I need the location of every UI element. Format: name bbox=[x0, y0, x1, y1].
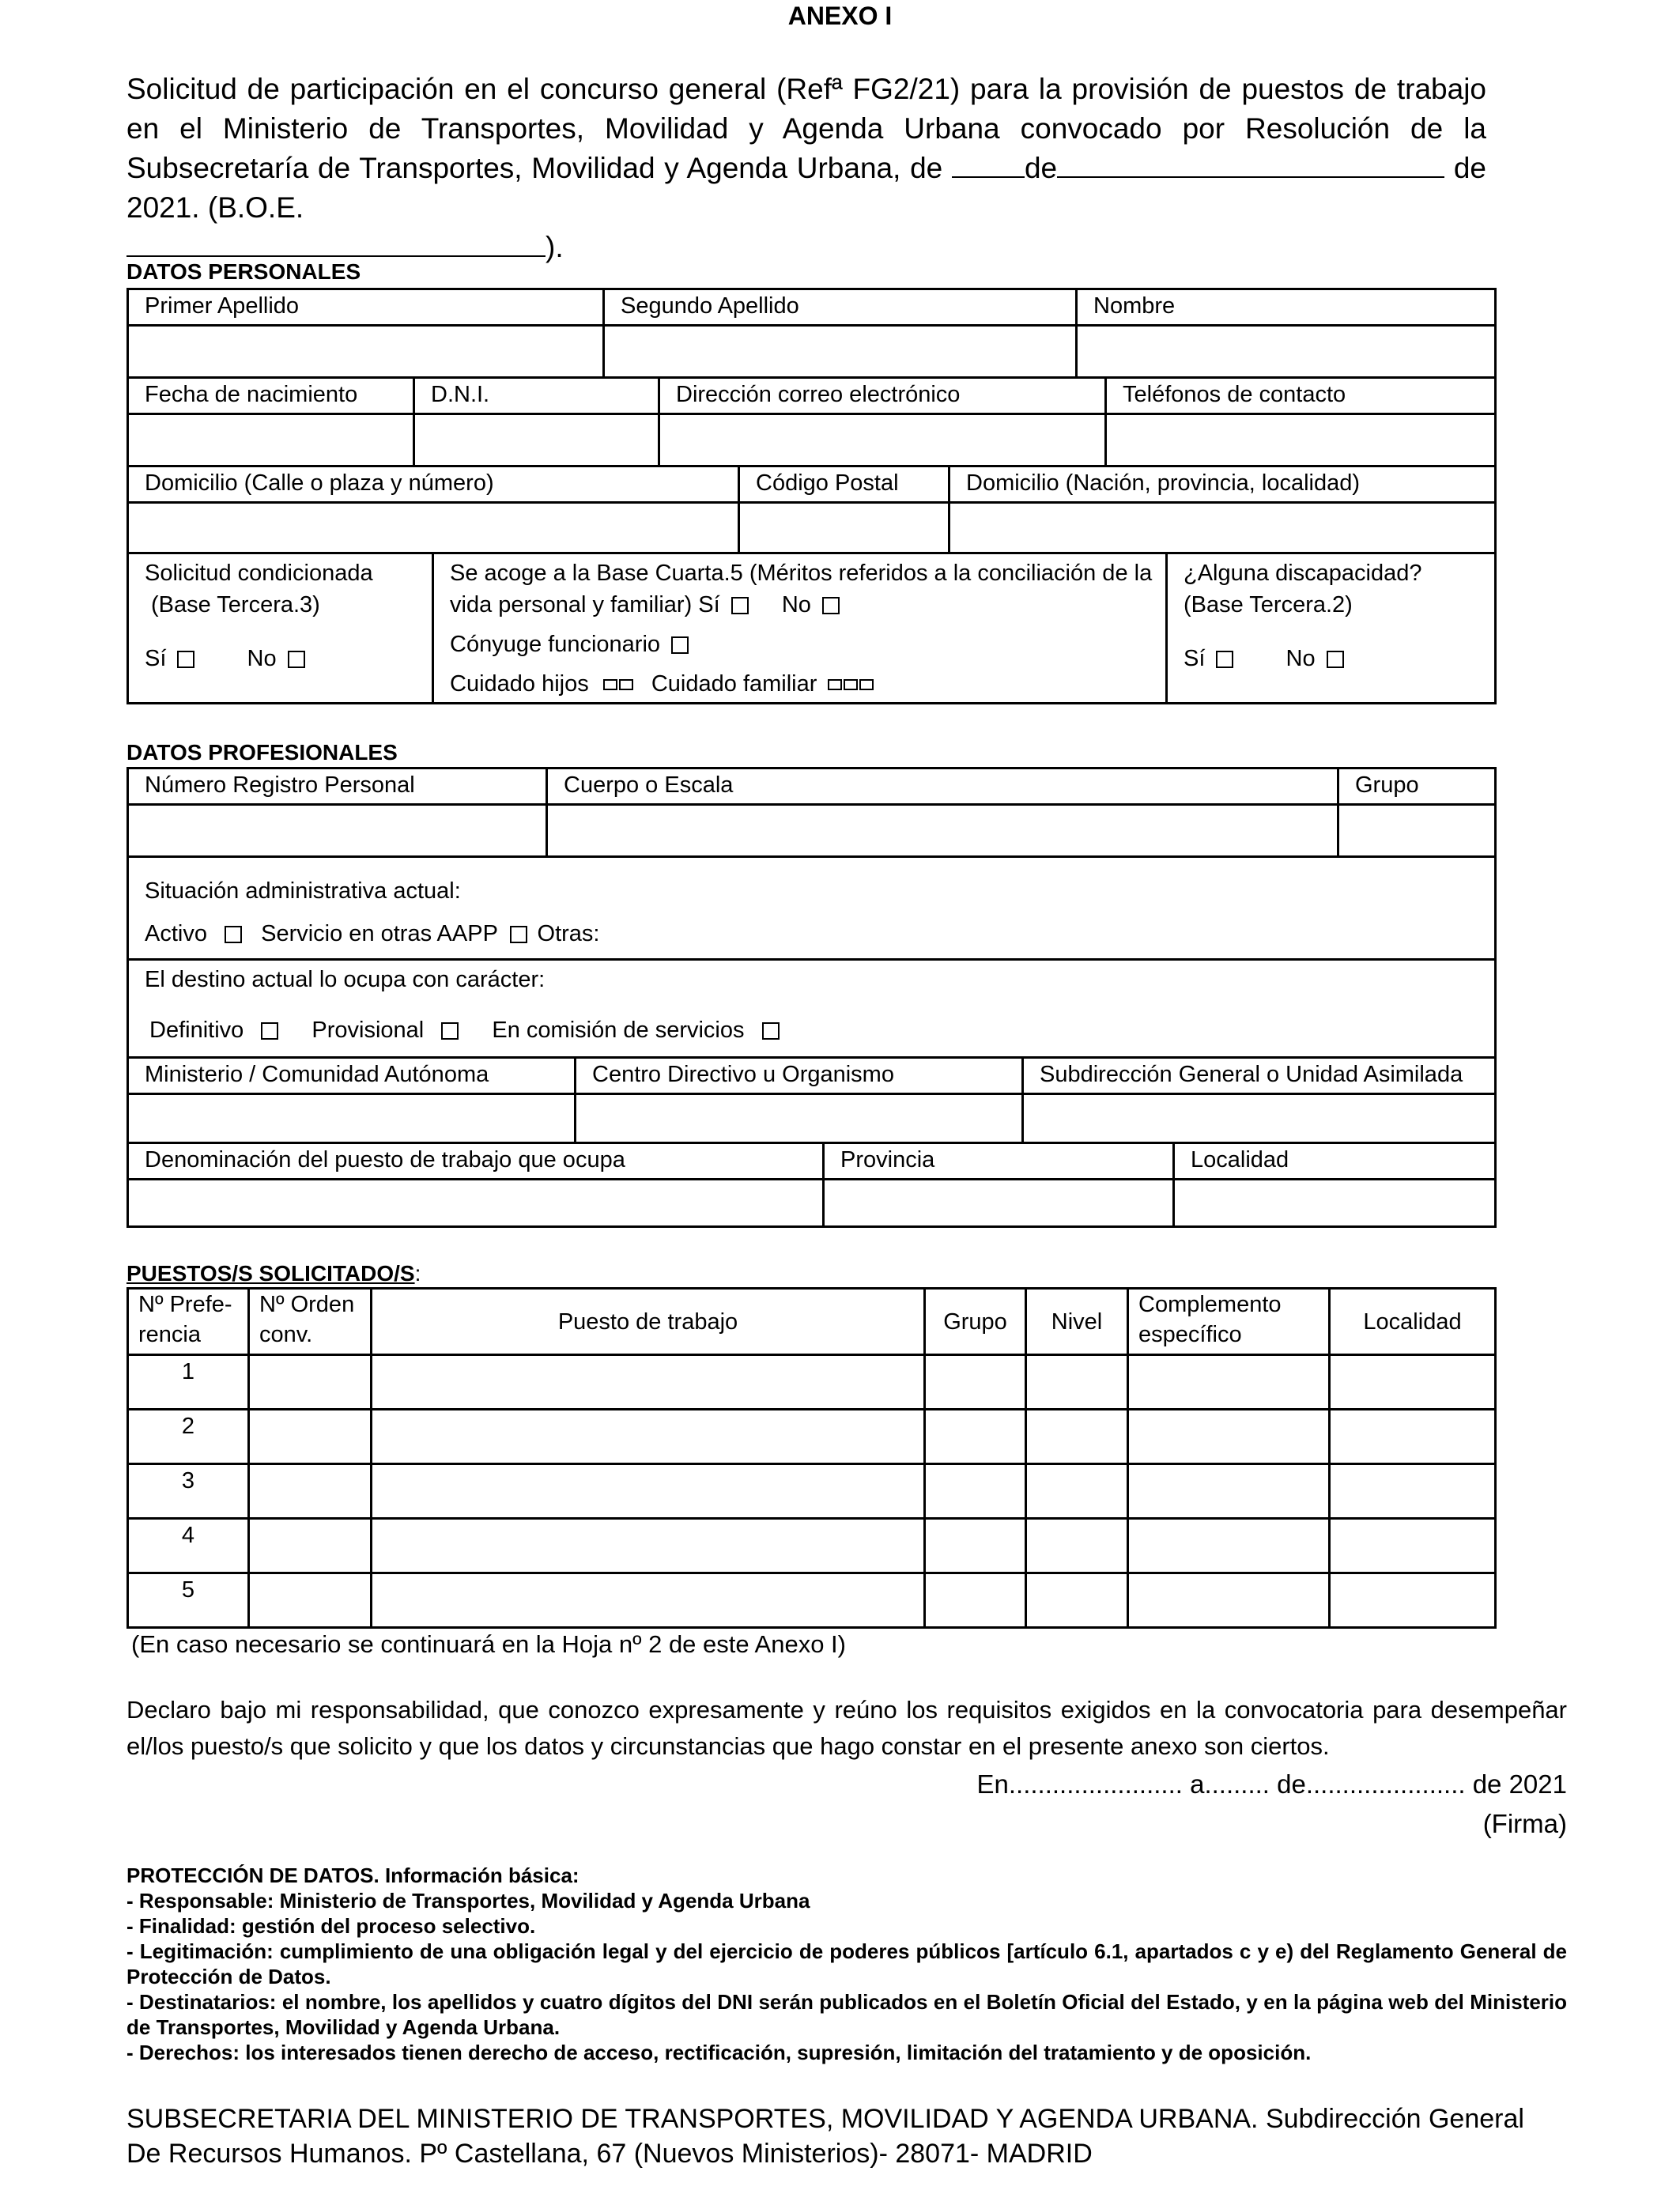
destino-cell bbox=[128, 960, 1496, 1058]
label-domicilio-nacion: Domicilio (Nación, provincia, localidad) bbox=[949, 466, 1496, 503]
condicionada-cell bbox=[128, 553, 433, 704]
label-discapacidad: ¿Alguna discapacidad? bbox=[1184, 561, 1422, 586]
primer-apellido-field[interactable] bbox=[128, 326, 604, 378]
row-number: 4 bbox=[128, 1519, 249, 1573]
label-base-tercera-2: (Base Tercera.2) bbox=[1184, 592, 1353, 617]
label-domicilio-calle: Domicilio (Calle o plaza y número) bbox=[128, 466, 739, 503]
activo-checkbox[interactable] bbox=[225, 926, 242, 943]
declaracion-firma: (Firma) bbox=[1482, 1809, 1567, 1838]
declaracion-block bbox=[126, 1692, 1567, 1844]
base-cuarta-cell bbox=[433, 553, 1167, 704]
denominacion-field[interactable] bbox=[128, 1180, 824, 1227]
provisional-checkbox[interactable] bbox=[441, 1022, 459, 1040]
discapacidad-si-checkbox[interactable] bbox=[1216, 651, 1233, 668]
label-condicionada: Solicitud condicionada bbox=[145, 561, 373, 586]
label-definitivo: Definitivo bbox=[149, 1018, 244, 1043]
fecha-nacimiento-field[interactable] bbox=[128, 414, 414, 466]
label-dni: D.N.I. bbox=[414, 378, 659, 414]
label-cuerpo: Cuerpo o Escala bbox=[547, 768, 1338, 805]
definitivo-checkbox[interactable] bbox=[261, 1022, 278, 1040]
row-number: 3 bbox=[128, 1464, 249, 1519]
declaracion-text: Declaro bajo mi responsabilidad, que conozco expresamente y reúno los requisitos exigidos en la convocatoria para desempeñar el/los puesto/s que solicito y que los datos y circunstancias que hago constar en el presente anexo son ciertos. bbox=[126, 1696, 1567, 1760]
complemento-field[interactable] bbox=[1128, 1410, 1330, 1464]
comision-checkbox[interactable] bbox=[762, 1022, 780, 1040]
grupo-field[interactable] bbox=[925, 1410, 1026, 1464]
header-orden-line1: Nº Orden bbox=[259, 1292, 355, 1317]
discapacidad-cell bbox=[1167, 553, 1496, 704]
label-grupo: Grupo bbox=[1338, 768, 1496, 805]
header-nivel: Nivel bbox=[1026, 1289, 1128, 1355]
datos-personales-table-2 bbox=[126, 376, 1497, 467]
label-activo: Activo bbox=[145, 921, 207, 946]
nivel-field[interactable] bbox=[1026, 1519, 1128, 1573]
segundo-apellido-field[interactable] bbox=[604, 326, 1077, 378]
cuidado-familiar-checkbox-3[interactable] bbox=[859, 679, 874, 690]
table-row bbox=[128, 1355, 1496, 1410]
table-row bbox=[128, 1573, 1496, 1628]
label-denominacion: Denominación del puesto de trabajo que ocupa bbox=[128, 1143, 824, 1180]
month-blank[interactable] bbox=[1057, 149, 1444, 178]
table-row bbox=[128, 1519, 1496, 1573]
label-localidad: Localidad bbox=[1174, 1143, 1496, 1180]
header-complemento-line2: específico bbox=[1138, 1322, 1242, 1347]
situacion-cell bbox=[128, 857, 1496, 960]
localidad-field[interactable] bbox=[1330, 1355, 1496, 1410]
cuidado-familiar-checkbox-1[interactable] bbox=[828, 679, 842, 690]
complemento-field[interactable] bbox=[1128, 1519, 1330, 1573]
orden-field[interactable] bbox=[249, 1519, 372, 1573]
datos-profesionales-table-1 bbox=[126, 767, 1497, 858]
boe-blank[interactable] bbox=[126, 228, 546, 257]
dni-field[interactable] bbox=[414, 414, 659, 466]
proteccion-derechos: - Derechos: los interesados tienen derecho de acceso, rectificación, supresión, limitación del tratamiento y de oposición. bbox=[126, 2041, 1312, 2064]
orden-field[interactable] bbox=[249, 1355, 372, 1410]
complemento-field[interactable] bbox=[1128, 1355, 1330, 1410]
declaracion-lugar: En........................ a......... de...................... de 2021 bbox=[976, 1769, 1567, 1799]
header-complemento-line1: Complemento bbox=[1138, 1292, 1282, 1317]
row-number: 2 bbox=[128, 1410, 249, 1464]
grupo-field[interactable] bbox=[925, 1464, 1026, 1519]
label-segundo-apellido: Segundo Apellido bbox=[604, 289, 1077, 326]
label-ministerio: Ministerio / Comunidad Autónoma bbox=[128, 1058, 576, 1094]
cuidado-hijos-checkbox-2[interactable] bbox=[619, 679, 633, 690]
header-complemento bbox=[1128, 1289, 1330, 1355]
row-number: 1 bbox=[128, 1355, 249, 1410]
header-preferencia-line2: rencia bbox=[138, 1322, 201, 1347]
label-discapacidad-no: No bbox=[1285, 646, 1316, 671]
discapacidad-no-checkbox[interactable] bbox=[1327, 651, 1344, 668]
datos-profesionales-table-4 bbox=[126, 1142, 1497, 1228]
centro-field[interactable] bbox=[576, 1094, 1023, 1143]
localidad-field[interactable] bbox=[1330, 1573, 1496, 1628]
domicilio-calle-field[interactable] bbox=[128, 503, 739, 553]
nivel-field[interactable] bbox=[1026, 1355, 1128, 1410]
proteccion-finalidad: - Finalidad: gestión del proceso selectivo. bbox=[126, 1914, 536, 1938]
conyuge-checkbox[interactable] bbox=[671, 636, 689, 654]
label-nombre: Nombre bbox=[1077, 289, 1496, 326]
proteccion-destinatarios: - Destinatarios: el nombre, los apellidos y cuatro dígitos del DNI serán publicados en el Boletín Oficial del Estado, y en la página web del Ministerio de Transportes, Movilidad y Agenda Urbana. bbox=[126, 1990, 1567, 2039]
cuidado-hijos-checkbox-1[interactable] bbox=[603, 679, 617, 690]
datos-profesionales-table-2 bbox=[126, 855, 1497, 1059]
ministerio-field[interactable] bbox=[128, 1094, 576, 1143]
grupo-field[interactable] bbox=[925, 1519, 1026, 1573]
intro-close: ). bbox=[546, 231, 564, 263]
header-orden-line2: conv. bbox=[259, 1322, 313, 1347]
complemento-field[interactable] bbox=[1128, 1573, 1330, 1628]
orden-field[interactable] bbox=[249, 1464, 372, 1519]
condicionada-si-checkbox[interactable] bbox=[177, 651, 194, 668]
grupo-field[interactable] bbox=[1338, 805, 1496, 857]
datos-profesionales-table-3 bbox=[126, 1056, 1497, 1144]
puestos-table bbox=[126, 1287, 1497, 1629]
cuidado-familiar-checkbox-2[interactable] bbox=[844, 679, 858, 690]
label-base-cuarta-no: No bbox=[781, 592, 811, 617]
nivel-field[interactable] bbox=[1026, 1410, 1128, 1464]
puestos-heading-colon: : bbox=[414, 1261, 421, 1286]
proteccion-heading: PROTECCIÓN DE DATOS. Información básica: bbox=[126, 1864, 580, 1887]
nivel-field[interactable] bbox=[1026, 1573, 1128, 1628]
grupo-field[interactable] bbox=[925, 1573, 1026, 1628]
footer-address: SUBSECRETARIA DEL MINISTERIO DE TRANSPORTES, MOVILIDAD Y AGENDA URBANA. Subdirección General De Recursos Humanos. Pº Castellana, 67 (Nuevos Ministerios)- 28071- MADRID bbox=[126, 2104, 1524, 2169]
label-discapacidad-si: Sí bbox=[1184, 646, 1206, 671]
header-puesto: Puesto de trabajo bbox=[372, 1289, 925, 1355]
label-telefonos: Teléfonos de contacto bbox=[1106, 378, 1496, 414]
datos-personales-table-4 bbox=[126, 552, 1497, 704]
subdireccion-field[interactable] bbox=[1023, 1094, 1496, 1143]
label-condicionada-no: No bbox=[247, 646, 277, 671]
condicionada-no-checkbox[interactable] bbox=[288, 651, 305, 668]
label-base-cuarta-si: Sí bbox=[698, 592, 720, 617]
table-row bbox=[128, 1464, 1496, 1519]
section-datos-personales: DATOS PERSONALES bbox=[126, 259, 361, 284]
label-nrp: Número Registro Personal bbox=[128, 768, 547, 805]
intro-de: de bbox=[1024, 152, 1058, 184]
base-cuarta-si-checkbox[interactable] bbox=[731, 597, 749, 614]
provincia-field[interactable] bbox=[824, 1180, 1174, 1227]
puesto-field[interactable] bbox=[372, 1464, 925, 1519]
label-destino: El destino actual lo ocupa con carácter: bbox=[145, 967, 546, 992]
label-centro: Centro Directivo u Organismo bbox=[576, 1058, 1023, 1094]
label-primer-apellido: Primer Apellido bbox=[128, 289, 604, 326]
label-codigo-postal: Código Postal bbox=[739, 466, 949, 503]
telefonos-field[interactable] bbox=[1106, 414, 1496, 466]
nivel-field[interactable] bbox=[1026, 1464, 1128, 1519]
label-provincia: Provincia bbox=[824, 1143, 1174, 1180]
domicilio-nacion-field[interactable] bbox=[949, 503, 1496, 553]
header-preferencia bbox=[128, 1289, 249, 1355]
section-puestos bbox=[126, 1260, 421, 1287]
datos-personales-table-1 bbox=[126, 288, 1497, 379]
label-fecha-nacimiento: Fecha de nacimiento bbox=[128, 378, 414, 414]
complemento-field[interactable] bbox=[1128, 1464, 1330, 1519]
orden-field[interactable] bbox=[249, 1573, 372, 1628]
proteccion-legitimacion: - Legitimación: cumplimiento de una obligación legal y del ejercicio de poderes públicos [artículo 6.1, apartados c y e) del Reglamento General de Protección de Datos. bbox=[126, 1939, 1567, 1988]
puesto-field[interactable] bbox=[372, 1519, 925, 1573]
puesto-field[interactable] bbox=[372, 1410, 925, 1464]
section-datos-profesionales: DATOS PROFESIONALES bbox=[126, 740, 398, 765]
row-number: 5 bbox=[128, 1573, 249, 1628]
cuerpo-field[interactable] bbox=[547, 805, 1338, 857]
localidad-field[interactable] bbox=[1330, 1410, 1496, 1464]
label-condicionada-si: Sí bbox=[145, 646, 167, 671]
table-row bbox=[128, 1410, 1496, 1464]
codigo-postal-field[interactable] bbox=[739, 503, 949, 553]
intro-year: de 2021. (B.O.E. bbox=[126, 152, 1486, 224]
intro-text: Solicitud de participación en el concurso general (Refª FG2/21) para la provisión de puestos de trabajo en el Ministerio de Transportes, Movilidad y Agenda Urbana convocado por Resolución de la Subsecretaría de Transportes, Movilidad y Agenda Urbana, de bbox=[126, 73, 1486, 184]
label-situacion: Situación administrativa actual: bbox=[145, 878, 461, 904]
label-servicio-otras: Servicio en otras AAPP bbox=[261, 921, 498, 946]
servicio-otras-checkbox[interactable] bbox=[510, 926, 527, 943]
label-comision: En comisión de servicios bbox=[492, 1018, 745, 1043]
page-title: ANEXO I bbox=[787, 2, 893, 30]
intro-paragraph bbox=[126, 70, 1486, 267]
orden-field[interactable] bbox=[249, 1410, 372, 1464]
localidad-field[interactable] bbox=[1174, 1180, 1496, 1227]
label-otras: Otras: bbox=[537, 921, 600, 946]
label-base-tercera-3: (Base Tercera.3) bbox=[151, 592, 320, 617]
label-conyuge: Cónyuge funcionario bbox=[450, 632, 661, 657]
proteccion-responsable: - Responsable: Ministerio de Transportes, Movilidad y Agenda Urbana bbox=[126, 1889, 810, 1913]
email-field[interactable] bbox=[659, 414, 1106, 466]
puesto-field[interactable] bbox=[372, 1573, 925, 1628]
nombre-field[interactable] bbox=[1077, 326, 1496, 378]
label-provisional: Provisional bbox=[311, 1018, 425, 1043]
label-cuidado-familiar: Cuidado familiar bbox=[651, 671, 817, 697]
header-preferencia-line1: Nº Prefe- bbox=[138, 1292, 232, 1317]
base-cuarta-no-checkbox[interactable] bbox=[822, 597, 840, 614]
header-orden bbox=[249, 1289, 372, 1355]
puestos-note: (En caso necesario se continuará en la Hoja nº 2 de este Anexo I) bbox=[131, 1630, 846, 1658]
header-localidad: Localidad bbox=[1330, 1289, 1496, 1355]
puestos-heading: PUESTOS/S SOLICITADO/S bbox=[126, 1261, 415, 1286]
day-blank[interactable] bbox=[952, 149, 1025, 178]
label-cuidado-hijos: Cuidado hijos bbox=[450, 671, 589, 697]
datos-personales-table-3 bbox=[126, 465, 1497, 554]
puesto-field[interactable] bbox=[372, 1355, 925, 1410]
label-subdireccion: Subdirección General o Unidad Asimilada bbox=[1023, 1058, 1496, 1094]
nrp-field[interactable] bbox=[128, 805, 547, 857]
label-base-cuarta: Se acoge a la Base Cuarta.5 (Méritos referidos a la conciliación de la vida personal y familiar) bbox=[450, 561, 1153, 617]
localidad-field[interactable] bbox=[1330, 1519, 1496, 1573]
label-email: Dirección correo electrónico bbox=[659, 378, 1106, 414]
grupo-field[interactable] bbox=[925, 1355, 1026, 1410]
header-grupo: Grupo bbox=[925, 1289, 1026, 1355]
proteccion-datos bbox=[126, 1863, 1567, 2065]
localidad-field[interactable] bbox=[1330, 1464, 1496, 1519]
